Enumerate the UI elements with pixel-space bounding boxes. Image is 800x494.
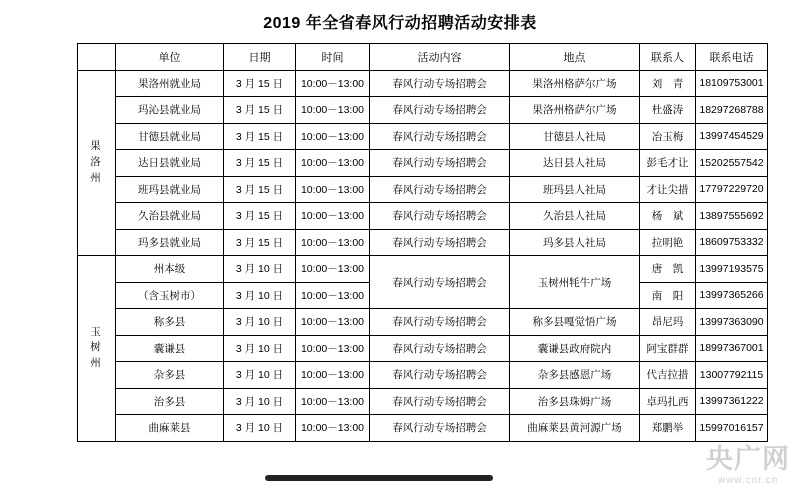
cell-person: 才让尖措: [640, 176, 696, 203]
cell-phone: 13007792115: [696, 362, 768, 389]
cell-person: 拉明艳: [640, 229, 696, 256]
table-row: [78, 176, 768, 203]
cell-activity: 春风行动专场招聘会: [370, 415, 510, 442]
table-header-person: 联系人: [640, 44, 696, 71]
scrollbar-handle[interactable]: [265, 475, 493, 481]
document-title-bar: [0, 10, 800, 33]
cell-time: 10:00－13:00: [296, 176, 370, 203]
table-header-place: 地点: [510, 44, 640, 71]
schedule-table: [77, 43, 768, 442]
table-row: [78, 229, 768, 256]
table-row: [78, 123, 768, 150]
cell-person: 昂尼玛: [640, 309, 696, 336]
cell-time: 10:00－13:00: [296, 256, 370, 283]
cell-activity: 春风行动专场招聘会: [370, 309, 510, 336]
cell-unit: 囊谦县: [116, 335, 224, 362]
table-header-activity: 活动内容: [370, 44, 510, 71]
cell-phone: 13997193575: [696, 256, 768, 283]
cell-phone: 13997363090: [696, 309, 768, 336]
cell-time: 10:00－13:00: [296, 309, 370, 336]
cell-place: 久治县人社局: [510, 203, 640, 230]
watermark: [706, 446, 790, 486]
cell-place: 玛多县人社局: [510, 229, 640, 256]
cell-date: 3 月 15 日: [224, 229, 296, 256]
cell-activity: 春风行动专场招聘会: [370, 203, 510, 230]
cell-person: 杨 斌: [640, 203, 696, 230]
cell-place: 称多县嘎觉悟广场: [510, 309, 640, 336]
cell-unit: 玛沁县就业局: [116, 97, 224, 124]
cell-place: 治多县珠姆广场: [510, 388, 640, 415]
cell-phone: 18297268788: [696, 97, 768, 124]
cell-unit: 久治县就业局: [116, 203, 224, 230]
cell-date: 3 月 10 日: [224, 415, 296, 442]
cell-place: 果洛州格萨尔广场: [510, 70, 640, 97]
cell-date: 3 月 10 日: [224, 282, 296, 309]
cell-time: 10:00－13:00: [296, 415, 370, 442]
table-row: [78, 335, 768, 362]
cell-date: 3 月 10 日: [224, 309, 296, 336]
cell-person: 南 阳: [640, 282, 696, 309]
cell-unit: 班玛县就业局: [116, 176, 224, 203]
watermark-sub-text: www.cnr.cn: [717, 475, 779, 486]
cell-phone: 15997016157: [696, 415, 768, 442]
table-row: [78, 70, 768, 97]
cell-person: 卓玛扎西: [640, 388, 696, 415]
cell-date: 3 月 10 日: [224, 388, 296, 415]
table-row: [78, 388, 768, 415]
cell-unit: （含玉树市）: [116, 282, 224, 309]
cell-date: 3 月 10 日: [224, 256, 296, 283]
cell-activity: 春风行动专场招聘会: [370, 97, 510, 124]
cell-phone: 13997365266: [696, 282, 768, 309]
table-row: [78, 256, 768, 283]
cell-unit: 治多县: [116, 388, 224, 415]
cell-person: 代吉拉措: [640, 362, 696, 389]
cell-activity: 春风行动专场招聘会: [370, 335, 510, 362]
cell-activity: 春风行动专场招聘会: [370, 123, 510, 150]
cell-person: 唐 凯: [640, 256, 696, 283]
table-header-region: [78, 44, 116, 71]
table-header-phone: 联系电话: [696, 44, 768, 71]
cell-date: 3 月 10 日: [224, 335, 296, 362]
cell-activity: 春风行动专场招聘会: [370, 176, 510, 203]
cell-place: 玉树州牦牛广场: [510, 256, 640, 309]
cell-phone: 13997361222: [696, 388, 768, 415]
table-row: [78, 362, 768, 389]
cell-phone: 15202557542: [696, 150, 768, 177]
cell-person: 彭毛才让: [640, 150, 696, 177]
cell-place: 囊谦县政府院内: [510, 335, 640, 362]
cell-unit: 州本级: [116, 256, 224, 283]
cell-phone: 13997454529: [696, 123, 768, 150]
cell-person: 杜盛涛: [640, 97, 696, 124]
table-row: [78, 415, 768, 442]
watermark-main-text: 央广网: [706, 444, 790, 474]
table-header-date: 日期: [224, 44, 296, 71]
cell-phone: 13897555692: [696, 203, 768, 230]
cell-place: 曲麻莱县黄河源广场: [510, 415, 640, 442]
cell-activity: 春风行动专场招聘会: [370, 229, 510, 256]
cell-time: 10:00－13:00: [296, 362, 370, 389]
cell-activity: 春风行动专场招聘会: [370, 362, 510, 389]
cell-date: 3 月 15 日: [224, 150, 296, 177]
cell-unit: 玛多县就业局: [116, 229, 224, 256]
cell-activity: 春风行动专场招聘会: [370, 388, 510, 415]
table-row: [78, 203, 768, 230]
cell-phone: 18109753001: [696, 70, 768, 97]
cell-activity: 春风行动专场招聘会: [370, 70, 510, 97]
cell-time: 10:00－13:00: [296, 70, 370, 97]
cell-date: 3 月 15 日: [224, 123, 296, 150]
cell-time: 10:00－13:00: [296, 388, 370, 415]
cell-date: 3 月 15 日: [224, 176, 296, 203]
table-header-unit: 单位: [116, 44, 224, 71]
region-cell-yushu: 玉树州: [78, 256, 116, 442]
cell-time: 10:00－13:00: [296, 282, 370, 309]
cell-date: 3 月 10 日: [224, 362, 296, 389]
cell-activity: 春风行动专场招聘会: [370, 150, 510, 177]
cell-place: 班玛县人社局: [510, 176, 640, 203]
cell-person: 冶玉梅: [640, 123, 696, 150]
cell-unit: 称多县: [116, 309, 224, 336]
cell-unit: 杂多县: [116, 362, 224, 389]
cell-place: 杂多县感恩广场: [510, 362, 640, 389]
cell-unit: 甘德县就业局: [116, 123, 224, 150]
cell-person: 阿宝群群: [640, 335, 696, 362]
cell-time: 10:00－13:00: [296, 229, 370, 256]
cell-time: 10:00－13:00: [296, 97, 370, 124]
cell-phone: 18997367001: [696, 335, 768, 362]
table-header-row: [78, 44, 768, 71]
cell-place: 果洛州格萨尔广场: [510, 97, 640, 124]
cell-person: 郑鹏举: [640, 415, 696, 442]
cell-date: 3 月 15 日: [224, 203, 296, 230]
cell-place: 甘德县人社局: [510, 123, 640, 150]
table-header-time: 时间: [296, 44, 370, 71]
table-row: [78, 309, 768, 336]
cell-unit: 达日县就业局: [116, 150, 224, 177]
schedule-table-container: [77, 43, 764, 442]
cell-phone: 18609753332: [696, 229, 768, 256]
table-row: [78, 150, 768, 177]
cell-phone: 17797229720: [696, 176, 768, 203]
cell-time: 10:00－13:00: [296, 203, 370, 230]
cell-time: 10:00－13:00: [296, 335, 370, 362]
table-row: [78, 97, 768, 124]
cell-activity: 春风行动专场招聘会: [370, 256, 510, 309]
region-cell-guoluo: 果洛州: [78, 70, 116, 256]
cell-date: 3 月 15 日: [224, 70, 296, 97]
cell-date: 3 月 15 日: [224, 97, 296, 124]
cell-unit: 果洛州就业局: [116, 70, 224, 97]
page-title: 2019 年全省春风行动招聘活动安排表: [263, 15, 537, 32]
cell-person: 刘 青: [640, 70, 696, 97]
cell-unit: 曲麻莱县: [116, 415, 224, 442]
cell-time: 10:00－13:00: [296, 123, 370, 150]
cell-place: 达日县人社局: [510, 150, 640, 177]
cell-time: 10:00－13:00: [296, 150, 370, 177]
